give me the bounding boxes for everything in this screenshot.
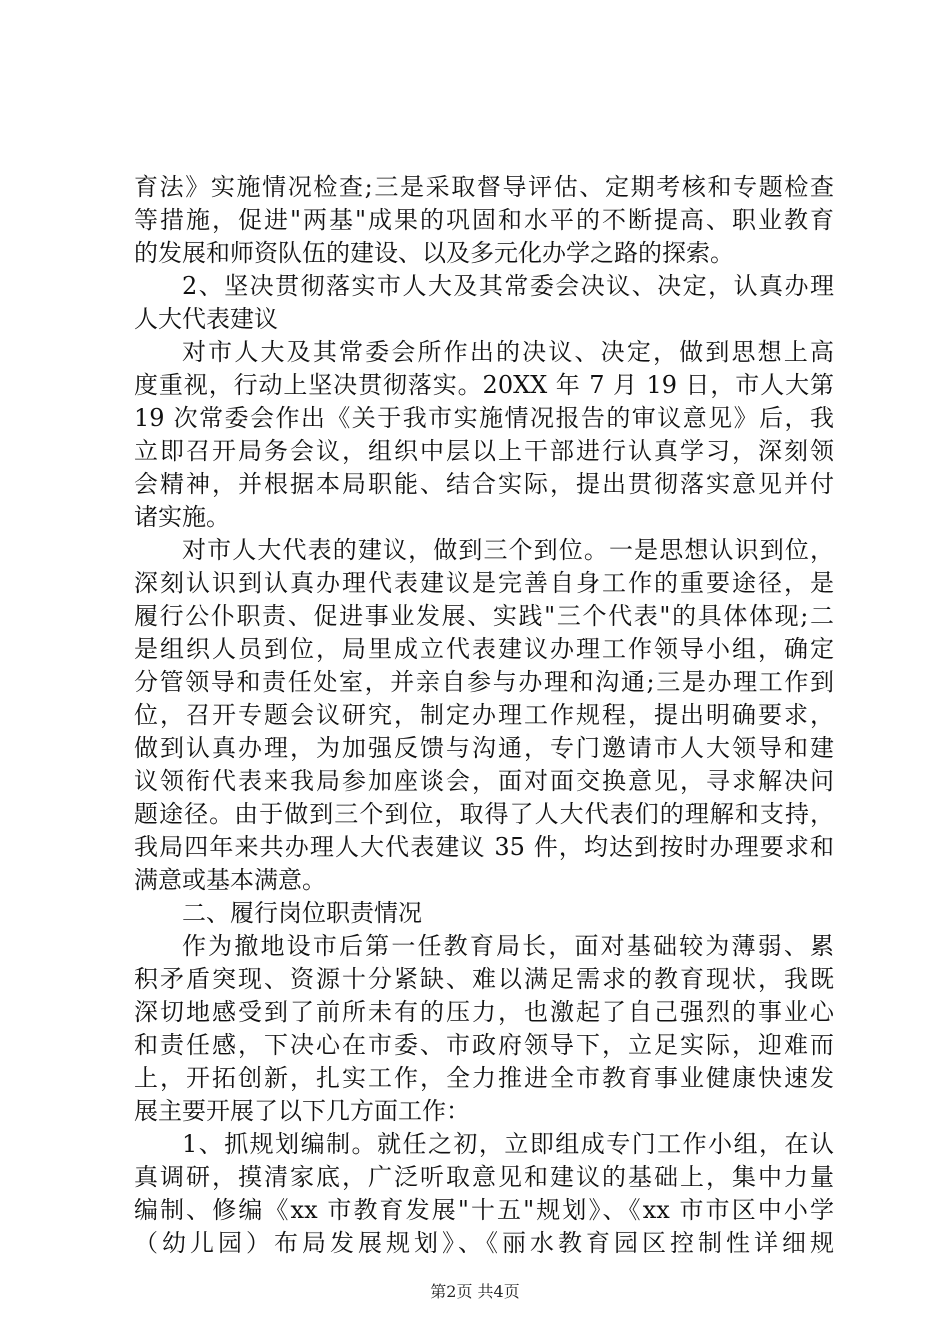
text-line: 深切地感受到了前所未有的压力，也激起了自己强烈的事业心: [134, 998, 834, 1026]
text-line: 编制、修编《xx 市教育发展"十五"规划》、《xx 市市区中小学: [134, 1196, 834, 1224]
text-line: 分管领导和责任处室，并亲自参与办理和沟通;三是办理工作到: [134, 668, 834, 696]
text-line: 会精神，并根据本局职能、结合实际，提出贯彻落实意见并付: [134, 470, 834, 498]
text-line: 是组织人员到位，局里成立代表建议办理工作领导小组，确定: [134, 635, 834, 663]
text-line: 19 次常委会作出《关于我市实施情况报告的审议意见》后，我: [134, 404, 834, 432]
text-line: 和责任感，下决心在市委、市政府领导下，立足实际，迎难而: [134, 1031, 834, 1059]
text-line: 我局四年来共办理人大代表建议 35 件，均达到按时办理要求和: [134, 833, 834, 861]
text-line: 人大代表建议: [134, 305, 278, 333]
text-line: 做到认真办理，为加强反馈与沟通，专门邀请市人大领导和建: [134, 734, 834, 762]
text-line: 展主要开展了以下几方面工作：: [134, 1097, 470, 1125]
text-line: 对市人大代表的建议，做到三个到位。一是思想认识到位，: [182, 536, 834, 564]
text-line: 议领衔代表来我局参加座谈会，面对面交换意见，寻求解决问: [134, 767, 834, 795]
text-line: 题途径。由于做到三个到位，取得了人大代表们的理解和支持，: [134, 800, 834, 828]
text-line: 深刻认识到认真办理代表建议是完善自身工作的重要途径，是: [134, 569, 834, 597]
text-line: 诸实施。: [134, 503, 230, 531]
text-line: 度重视，行动上坚决贯彻落实。20XX 年 7 月 19 日，市人大第: [134, 371, 834, 399]
text-line: 真调研，摸清家底，广泛听取意见和建议的基础上，集中力量: [134, 1163, 834, 1191]
text-line: 的发展和师资队伍的建设、以及多元化办学之路的探索。: [134, 239, 734, 267]
text-line: 立即召开局务会议，组织中层以上干部进行认真学习，深刻领: [134, 437, 834, 465]
text-line: 二、履行岗位职责情况: [182, 899, 422, 927]
text-line: 上，开拓创新，扎实工作，全力推进全市教育事业健康快速发: [134, 1064, 834, 1092]
text-line: 等措施，促进"两基"成果的巩固和水平的不断提高、职业教育: [134, 206, 834, 234]
text-line: 位，召开专题会议研究，制定办理工作规程，提出明确要求，: [134, 701, 834, 729]
text-line: 1、抓规划编制。就任之初，立即组成专门工作小组，在认: [182, 1130, 834, 1158]
text-line: 满意或基本满意。: [134, 866, 326, 894]
page-footer: 第2页 共4页: [430, 1282, 520, 1301]
text-line: 2、坚决贯彻落实市人大及其常委会决议、决定，认真办理: [182, 272, 834, 300]
text-line: （幼儿园）布局发展规划》、《丽水教育园区控制性详细规: [134, 1229, 834, 1257]
text-line: 积矛盾突现、资源十分紧缺、难以满足需求的教育现状，我既: [134, 965, 834, 993]
text-line: 育法》实施情况检查;三是采取督导评估、定期考核和专题检查: [134, 173, 834, 201]
document-body: [134, 171, 834, 1260]
text-line: 对市人大及其常委会所作出的决议、决定，做到思想上高: [182, 338, 834, 366]
text-line: 履行公仆职责、促进事业发展、实践"三个代表"的具体体现;二: [134, 602, 834, 630]
text-line: 作为撤地设市后第一任教育局长，面对基础较为薄弱、累: [182, 932, 834, 960]
